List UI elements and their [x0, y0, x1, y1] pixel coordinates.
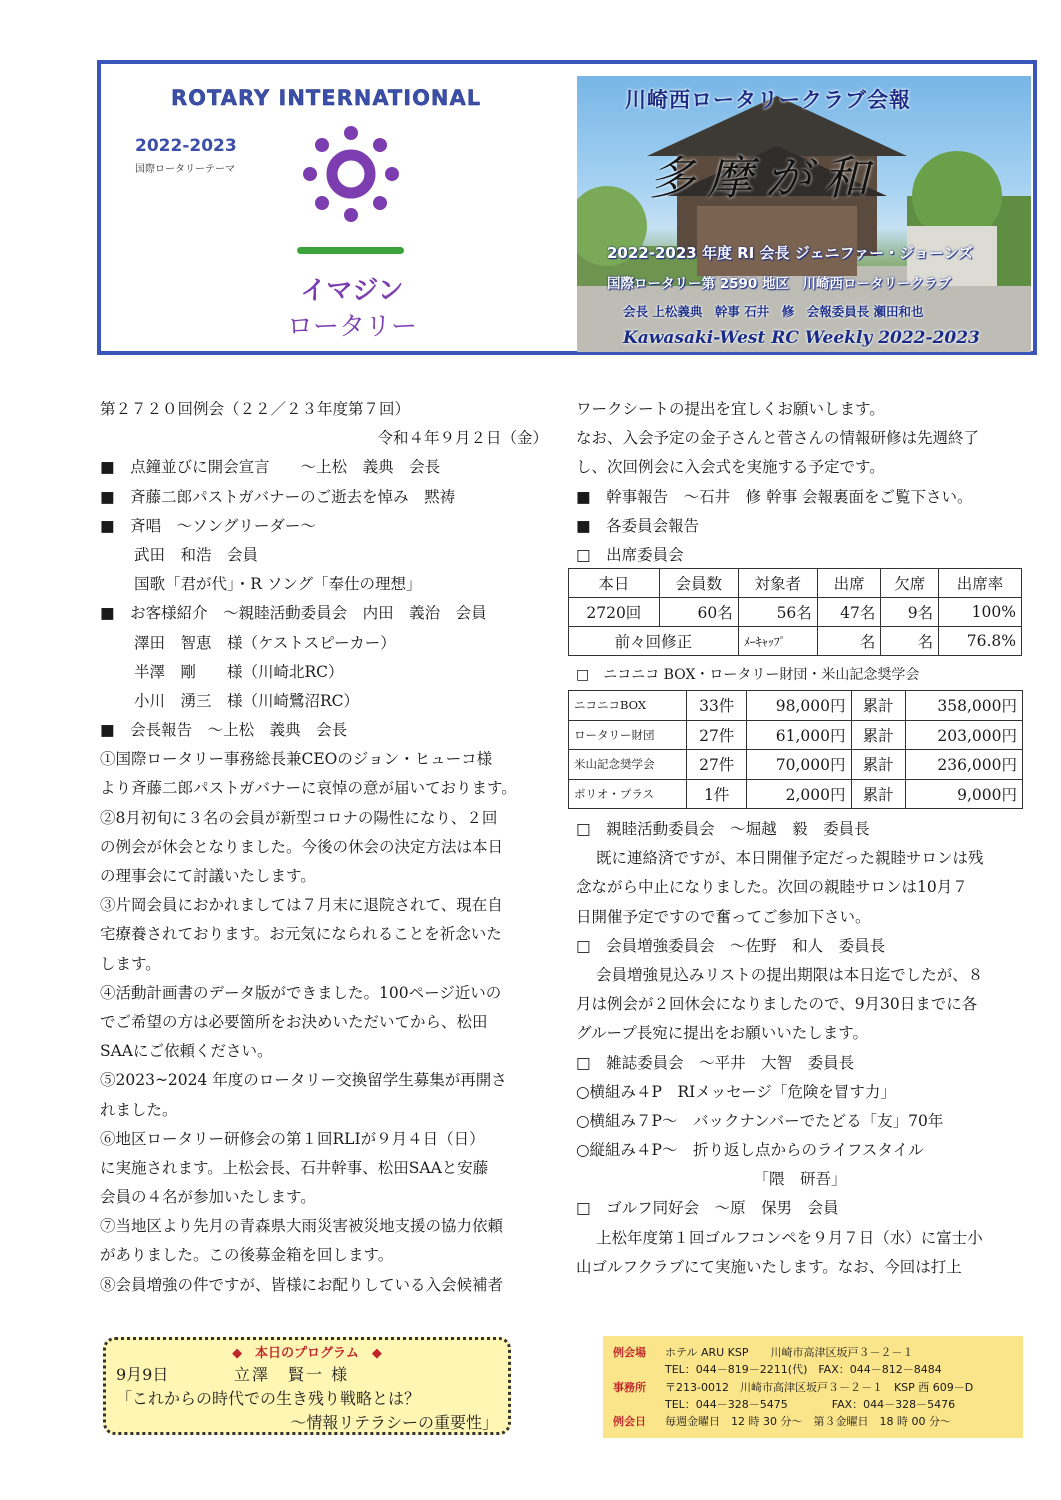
club-bulletin-title: 川崎西ロータリークラブ会報: [625, 88, 911, 112]
donation-amount-cell: 2,000円: [747, 779, 851, 809]
text-line: 国歌「君が代」・R ソング「奉仕の理想」: [134, 575, 422, 594]
program-date: 9月9日: [116, 1365, 169, 1384]
attendance-header: 欠席: [881, 569, 939, 598]
text-line: なお、入会予定の金子さんと菅さんの情報研修は先週終了: [576, 429, 980, 448]
text-line: ③片岡会員におかれましては７月末に退院されて、現在自: [100, 896, 503, 915]
text-line: に実施されます。上松会長、石井幹事、松田SAAと安藤: [100, 1158, 489, 1177]
donation-cum-label-cell: 累計: [851, 750, 905, 780]
text-line: ⑤2023~2024 年度のロータリー交換留学生募集が再開さ: [100, 1071, 507, 1090]
donation-table: [568, 690, 1023, 809]
donation-cum-cell: 9,000円: [905, 779, 1022, 809]
text-line: 小川 湧三 様（川崎鷺沼RC）: [134, 691, 360, 710]
district-line: 国際ロータリー第 2590 地区 川崎西ロータリークラブ: [607, 276, 951, 292]
right-column-top: [576, 395, 1024, 570]
text-line: 宅療養されております。お元気になられることを祈念いた: [100, 925, 502, 944]
donation-amount-cell: 70,000円: [747, 750, 851, 780]
attendance-cell: 100%: [939, 598, 1022, 627]
weekly-line: Kawasaki-West RC Weekly 2022-2023: [623, 328, 980, 348]
left-column: [100, 395, 548, 1300]
text-line: し、次回例会に入会式を実施する予定です。: [576, 458, 885, 477]
donation-cum-cell: 203,000円: [905, 720, 1022, 750]
attendance-header: 出席率: [939, 569, 1022, 598]
attendance-cell: 60名: [659, 598, 738, 627]
text-line: ⑦当地区より先月の青森県大雨災害被災地支援の協力依頼: [100, 1217, 504, 1236]
text-line: ④活動計画書のデータ版ができました。100ページ近いの: [100, 983, 502, 1002]
theme-line1: イマジン: [300, 276, 404, 306]
text-line: ○縦組み４P～ 折り返し点からのライフスタイル: [576, 1141, 924, 1160]
attendance-correction-label: 前々回修正: [569, 627, 739, 656]
text-line: 山ゴルフクラブにて実施いたします。なお、今回は打上: [576, 1257, 962, 1276]
theme-green-bar: [297, 247, 404, 254]
donation-amount-cell: 61,000円: [747, 720, 851, 750]
text-line: より斉藤二郎パストガバナーに哀悼の意が届いております。: [100, 779, 517, 798]
imagine-rotary-logo-icon: [299, 122, 403, 226]
text-line: の理事会にて討議いたします。: [100, 867, 316, 885]
program-subtitle-1: 「これからの時代での生き残り戦略とは？: [116, 1389, 421, 1408]
attendance-header: 出席: [817, 569, 881, 598]
ri-president-line: 2022-2023 年度 RI 会長 ジェニファー・ジョーンズ: [607, 244, 974, 262]
donation-cum-label-cell: 累計: [851, 691, 905, 721]
table-row: [569, 627, 1022, 656]
attendance-corrected-rate: 76.8%: [939, 627, 1022, 656]
text-line: □ 親睦活動委員会 ～堀越 毅 委員長: [576, 820, 870, 838]
ri-year: 2022-2023: [135, 136, 237, 156]
donation-cum-label-cell: 累計: [851, 779, 905, 809]
table-row: [569, 720, 1023, 750]
header-photo: [577, 76, 1031, 352]
table-row: [569, 779, 1023, 809]
donation-cum-label-cell: 累計: [851, 720, 905, 750]
text-line: □ ゴルフ同好会 ～原 保男 会員: [576, 1199, 839, 1218]
donation-count-cell: 1件: [687, 779, 747, 809]
text-line: 武田 和浩 会員: [134, 545, 259, 564]
text-line: 会員増強見込みリストの提出期限は本日迄でしたが、８: [596, 965, 984, 984]
text-line: 半澤 剛 様（川崎北RC）: [134, 662, 344, 681]
text-line: ■ 点鐘並びに開会宣言 ～上松 義典 会長: [100, 458, 441, 477]
text-line: □ 出席委員会: [576, 545, 684, 564]
attendance-absent-unit: 名: [881, 627, 939, 656]
donation-count-cell: 27件: [687, 720, 747, 750]
attendance-cell: 9名: [881, 598, 939, 627]
text-line: 上松年度第１回ゴルフコンペを９月７日（水）に富士小: [596, 1228, 983, 1247]
office-line-1: 〒213-0012 川崎市高津区坂戸３－２－１ KSP 西 609－D: [665, 1381, 974, 1394]
program-speaker: 立澤 賢一 様: [234, 1365, 350, 1384]
attendance-header: 会員数: [659, 569, 738, 598]
donation-label-cell: ポリオ・プラス: [569, 779, 687, 809]
todays-program-box: [103, 1337, 511, 1435]
text-line: ⑥地区ロータリー研修会の第１回RLIが９月４日（日）: [100, 1129, 485, 1148]
attendance-cell: 56名: [738, 598, 817, 627]
donation-label-cell: ロータリー財団: [569, 720, 687, 750]
text-line: ○横組み４P RIメッセージ「危険を冒す力」: [576, 1082, 896, 1101]
donation-label-cell: ニコニコBOX: [569, 691, 687, 721]
meeting-day-line: 毎週金曜日 12 時 30 分～ 第３金曜日 18 時 00 分～: [665, 1415, 951, 1428]
table-row: [569, 691, 1023, 721]
donation-label-cell: 米山記念奨学会: [569, 750, 687, 780]
donation-count-cell: 27件: [687, 750, 747, 780]
ri-title: ROTARY INTERNATIONAL: [171, 86, 482, 110]
bulletin-calligraphy: 多摩が和: [649, 151, 881, 205]
text-line: 日開催予定ですので奮ってご参加下さい。: [576, 907, 871, 926]
text-line: ■ 会長報告 ～上松 義典 会長: [100, 721, 348, 740]
venue-line-2: TEL：044－819－2211(代) FAX：044－812－8484: [665, 1363, 942, 1376]
club-info-box: [603, 1336, 1023, 1438]
donation-cum-cell: 358,000円: [905, 691, 1022, 721]
text-line: ②8月初旬に３名の会員が新型コロナの陽性になり、２回: [100, 808, 498, 827]
table-row: [569, 569, 1022, 598]
attendance-header: 本日: [569, 569, 660, 598]
text-line: ■ 各委員会報告: [576, 516, 700, 535]
attendance-makeup-label: ﾒｰｷｬｯﾌﾟ: [738, 627, 817, 656]
header-banner: [97, 60, 1037, 355]
text-line: □ 会員増強委員会 ～佐野 和人 委員長: [576, 936, 886, 955]
text-line: 令和４年９月２日（金）: [377, 429, 548, 448]
text-line: 澤田 智恵 様（ケストスピーカー）: [134, 633, 396, 652]
donation-amount-cell: 98,000円: [747, 691, 851, 721]
officers-line: 会長 上松義典 幹事 石井 修 会報委員長 瀬田和也: [623, 304, 924, 319]
program-subtitle-2: ～情報リテラシーの重要性」: [290, 1413, 498, 1432]
office-label: 事務所: [613, 1381, 646, 1394]
donation-cum-cell: 236,000円: [905, 750, 1022, 780]
ri-theme-label: 国際ロータリーテーマ: [135, 164, 235, 175]
text-line: 念ながら中止になりました。次回の親睦サロンは10月７: [576, 878, 968, 897]
text-line: ①国際ロータリー事務総長兼CEOのジョン・ヒューコ様: [100, 750, 493, 769]
venue-label: 例会場: [613, 1346, 646, 1359]
table-row: [569, 598, 1022, 627]
text-line: でご希望の方は必要箇所をお決めいただいてから、松田: [100, 1012, 488, 1031]
attendance-header: 対象者: [738, 569, 817, 598]
attendance-cell: 47名: [817, 598, 881, 627]
text-line: ⑧会員増強の件ですが、皆様にお配りしている入会候補者: [100, 1275, 504, 1294]
meeting-day-label: 例会日: [613, 1415, 646, 1428]
text-line: れました。: [100, 1100, 178, 1119]
attendance-cell: 2720回: [569, 598, 660, 627]
text-line: SAAにご依頼ください。: [100, 1042, 273, 1061]
text-line: ■ 斉藤二郎パストガバナーのご逝去を悼み 黙祷: [100, 487, 456, 506]
text-line: 「隈 研吾」: [753, 1170, 847, 1189]
attendance-table: [568, 568, 1022, 656]
text-line: 既に連絡済ですが、本日開催予定だった親睦サロンは残: [596, 849, 984, 868]
text-line: グループ長宛に提出をお願いいたします。: [576, 1024, 869, 1043]
program-title: ◆ 本日のプログラム ◆: [232, 1346, 382, 1361]
text-line: 会員の４名が参加いたします。: [100, 1188, 316, 1207]
text-line: ■ お客様紹介 ～親睦活動委員会 内田 義治 会員: [100, 604, 487, 623]
donation-count-cell: 33件: [687, 691, 747, 721]
text-line: 月は例会が２回休会になりましたので、9月30日までに各: [576, 995, 978, 1014]
attendance-makeup-unit: 名: [817, 627, 881, 656]
nikoniko-title: □ ニコニコ BOX・ロータリー財団・米山記念奨学会: [576, 667, 920, 683]
theme-line2: ロータリー: [286, 312, 417, 342]
text-line: の例会が休会となりました。今後の休会の決定方法は本日: [100, 837, 504, 856]
text-line: 第２７２０回例会（２２／２３年度第７回）: [100, 400, 411, 418]
text-line: □ 雑誌委員会 ～平井 大智 委員長: [576, 1053, 855, 1072]
text-line: ■ 幹事報告 ～石井 修 幹事 会報裏面をご覧下さい。: [576, 487, 973, 506]
right-column-bottom: [576, 815, 1024, 1282]
text-line: ■ 斉唱 ～ソングリーダー～: [100, 516, 316, 535]
text-line: がありました。この後募金箱を回します。: [100, 1246, 394, 1265]
text-line: ○横組み７P～ バックナンバーでたどる「友」70年: [576, 1111, 944, 1130]
text-line: ワークシートの提出を宜しくお願いします。: [576, 400, 885, 418]
office-line-2: TEL：044－328－5475 FAX：044－328－5476: [665, 1398, 956, 1411]
table-row: [569, 750, 1023, 780]
venue-line-1: ホテル ARU KSP 川崎市高津区坂戸３－２－１: [665, 1346, 914, 1359]
text-line: します。: [100, 954, 161, 973]
